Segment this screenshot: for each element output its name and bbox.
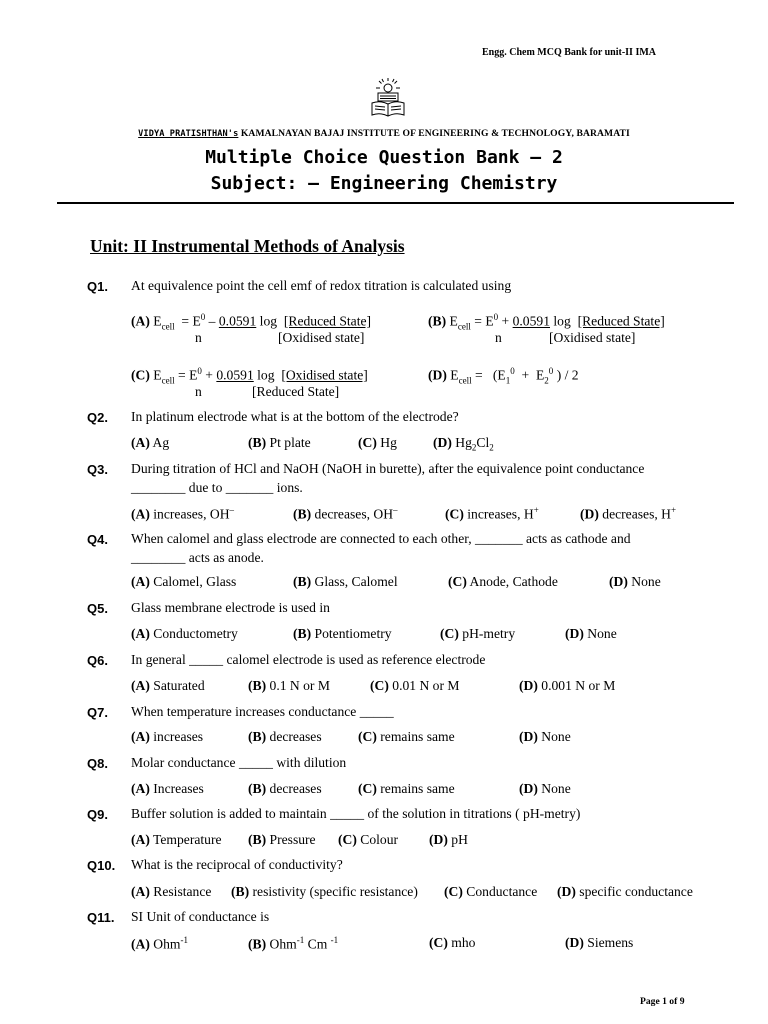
option-b: (B) Pressure	[248, 832, 316, 847]
option-d: (D) $E_{cell}$ = ($E_1^0 + E_2^0$ ) / 2	[428, 366, 579, 386]
question-number: Q3.	[87, 462, 108, 477]
option-c: (C) Conductance	[444, 884, 538, 899]
option-d: (D) None	[565, 626, 617, 641]
question-number: Q5.	[87, 601, 108, 616]
option-a: (A) increases, OH–	[131, 505, 235, 522]
question-text-line-1: When calomel and glass electrode are connected to each other, _______ acts as cathode and	[131, 531, 631, 546]
option-b: (B) resistivity (specific resistance)	[231, 884, 418, 899]
option-d: (D) None	[609, 574, 661, 589]
option-d: (D) $Hg_2Cl_2$	[433, 435, 494, 453]
page-title: Multiple Choice Question Bank – 2	[205, 147, 563, 168]
option-d: (D) pH	[429, 832, 468, 847]
option-c-denominator-n: n	[195, 384, 202, 399]
question-text: SI Unit of conductance is	[131, 909, 270, 924]
institute-name	[0, 128, 768, 139]
option-a: (A) Temperature	[131, 832, 222, 847]
question-number: Q11.	[87, 910, 115, 925]
institute-prefix: VIDYA PRATISHTHAN's	[138, 129, 239, 139]
option-b: (B) Potentiometry	[293, 626, 392, 641]
question-text-line-1: During titration of HCl and NaOH (NaOH in burette), after the equivalence point conductance	[131, 461, 645, 476]
option-a: (A) Ohm$^{-1}$	[131, 935, 188, 952]
question-text: When temperature increases conductance _____	[131, 704, 394, 719]
question-number: Q6.	[87, 653, 108, 668]
option-c: (C) remains same	[358, 729, 455, 744]
option-d: (D) specific conductance	[557, 884, 693, 899]
option-c: (C) 0.01 N or M	[370, 678, 460, 693]
question-text: Molar conductance _____ with dilution	[131, 755, 347, 770]
institute-emblem-icon	[368, 77, 408, 119]
question-text-line-2: ________ due to _______ ions.	[131, 480, 303, 495]
option-c: (C) Anode, Cathode	[448, 574, 558, 589]
header-divider	[57, 202, 734, 204]
option-b: (B) decreases, OH–	[293, 505, 398, 522]
option-a-denominator: [Oxidised state]	[278, 330, 365, 345]
option-a: (A) Increases	[131, 781, 204, 796]
option-b: (B) $E_{cell} = E^0 + 0.0591$ log [Reduced State]	[428, 312, 665, 332]
option-a-denominator-n: n	[195, 330, 202, 345]
option-d: (D) None	[519, 729, 571, 744]
question-text: In general _____ calomel electrode is used as reference electrode	[131, 652, 486, 667]
question-number: Q9.	[87, 807, 108, 822]
option-c: (C) Colour	[338, 832, 399, 847]
option-c: (C) mho	[429, 935, 476, 950]
option-b: (B) decreases	[248, 781, 322, 796]
option-b: (B) Pt plate	[248, 435, 311, 450]
question-text: Glass membrane electrode is used in	[131, 600, 330, 615]
option-c: (C) pH-metry	[440, 626, 516, 641]
option-d: (D) Siemens	[565, 935, 634, 950]
option-a: (A) Saturated	[131, 678, 205, 693]
question-text: In platinum electrode what is at the bottom of the electrode?	[131, 409, 459, 424]
question-number: Q1.	[87, 279, 108, 294]
option-b: (B) Glass, Calomel	[293, 574, 398, 589]
option-b: (B) 0.1 N or M	[248, 678, 330, 693]
question-text: Buffer solution is added to maintain _____ of the solution in titrations ( pH-metry)	[131, 806, 581, 821]
option-c-denominator: [Reduced State]	[252, 384, 340, 399]
option-d: (D) 0.001 N or M	[519, 678, 616, 693]
subject-title: Subject: – Engineering Chemistry	[210, 173, 558, 194]
question-number: Q7.	[87, 705, 108, 720]
option-b-denominator-n: n	[495, 330, 502, 345]
option-a: (A) Resistance	[131, 884, 212, 899]
question-number: Q2.	[87, 410, 108, 425]
option-b: (B) decreases	[248, 729, 322, 744]
header-note: Engg. Chem MCQ Bank for unit-II IMA	[482, 47, 656, 58]
option-c: (C) increases, H+	[445, 505, 539, 522]
unit-heading: Unit: II Instrumental Methods of Analysis	[90, 236, 405, 256]
page-number: Page 1 of 9	[640, 996, 685, 1007]
option-a: (A) $E_{cell} = E^0 - 0.0591$ log [Reduced State]	[131, 312, 372, 332]
option-a: (A) Ag	[131, 435, 170, 450]
question-text: At equivalence point the cell emf of redox titration is calculated using	[131, 278, 512, 293]
option-d: (D) decreases, H+	[580, 505, 677, 522]
option-c: (C) Hg	[358, 435, 397, 450]
option-d: (D) None	[519, 781, 571, 796]
option-a: (A) increases	[131, 729, 204, 744]
option-c: (C) remains same	[358, 781, 455, 796]
option-b: (B) Ohm$^{-1}$ Cm $^{-1}$	[248, 935, 339, 952]
question-number: Q10.	[87, 858, 116, 873]
question-number: Q8.	[87, 756, 108, 771]
option-a: (A) Conductometry	[131, 626, 238, 641]
question-text: What is the reciprocal of conductivity?	[131, 857, 343, 872]
option-a: (A) Calomel, Glass	[131, 574, 237, 589]
option-c: (C) $E_{cell} = E^0 + 0.0591$ log [Oxidised state]	[131, 366, 368, 386]
question-text-line-2: ________ acts as anode.	[131, 550, 264, 565]
question-number: Q4.	[87, 532, 108, 547]
option-b-denominator: [Oxidised state]	[549, 330, 636, 345]
institute-full-name: KAMALNAYAN BAJAJ INSTITUTE OF ENGINEERING & TECHNOLOGY, BARAMATI	[240, 128, 630, 139]
